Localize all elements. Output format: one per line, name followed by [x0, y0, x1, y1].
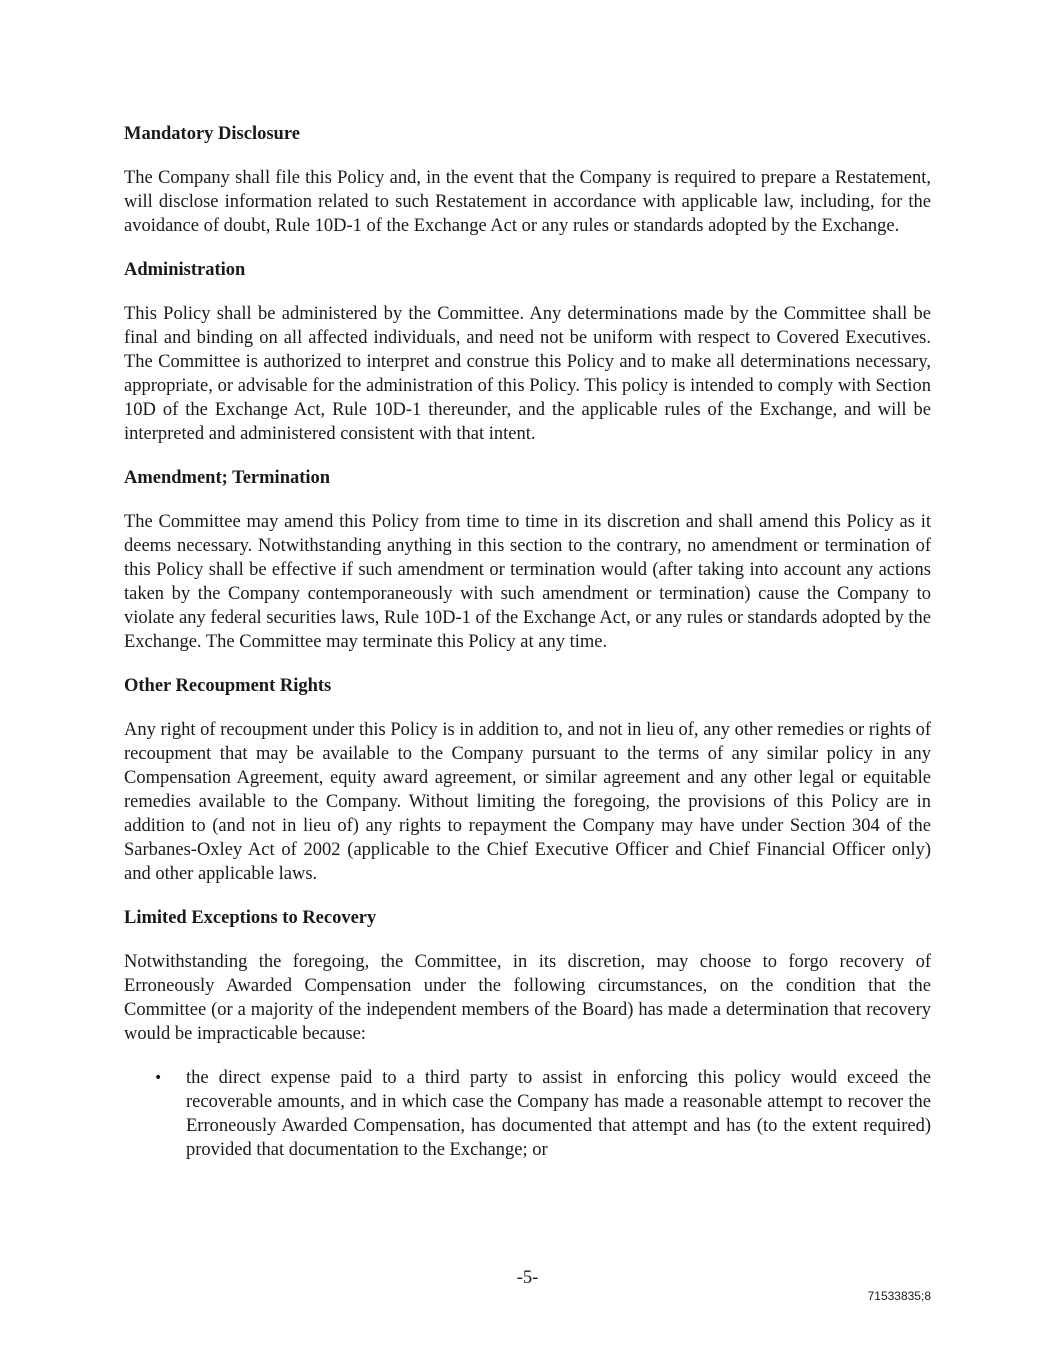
section-body-amendment-termination: The Committee may amend this Policy from time to time in its discretion and shall amend this Policy as it deems necessary. Notwithstanding anything in this section to the contrary, no amendment or termination of this Policy shall be effective if such amendment or termination would (after taking into account any actions taken by the Company contemporaneously with such amendment or termination) cause the Company to violate any federal securities laws, Rule 10D-1 of the Exchange Act, or any rules or standards adopted by the Exchange. The Committee may terminate this Policy at any time.: [124, 512, 931, 652]
page-number: -5-: [516, 1268, 539, 1288]
section-body-limited-exceptions: Notwithstanding the foregoing, the Committee, in its discretion, may choose to forgo recovery of Erroneously Awarded Compensation under the following circumstances, on the condition that the Committee (or a majority of the independent members of the Board) has made a determination that recovery would be impracticable because:: [124, 952, 931, 1044]
document-page: [124, 122, 931, 1162]
document-id: 71533835;8: [867, 1289, 931, 1303]
section-body-other-recoupment-rights: Any right of recoupment under this Policy is in addition to, and not in lieu of, any other remedies or rights of recoupment that may be available to the Company pursuant to the terms of any similar policy in any Compensation Agreement, equity award agreement, or similar agreement and any other legal or equitable remedies available to the Company. Without limiting the foregoing, the provisions of this Policy are in addition to (and not in lieu of) any rights to repayment the Company may have under Section 304 of the Sarbanes-Oxley Act of 2002 (applicable to the Chief Executive Officer and Chief Financial Officer only) and other applicable laws.: [124, 720, 931, 884]
exceptions-bullet-list: [124, 1066, 931, 1162]
section-body-administration: This Policy shall be administered by the Committee. Any determinations made by the Committee shall be final and binding on all affected individuals, and need not be uniform with respect to Covered Executives. The Committee is authorized to interpret and construe this Policy and to make all determinations necessary, appropriate, or advisable for the administration of this Policy. This policy is intended to comply with Section 10D of the Exchange Act, Rule 10D-1 thereunder, and the applicable rules of the Exchange, and will be interpreted and administered consistent with that intent.: [124, 304, 931, 444]
section-heading-mandatory-disclosure: Mandatory Disclosure: [124, 124, 300, 144]
section-heading-amendment-termination: Amendment; Termination: [124, 468, 331, 488]
list-item: [124, 1066, 931, 1162]
section-heading-administration: Administration: [124, 260, 246, 280]
bullet-icon: •: [154, 1070, 163, 1086]
section-heading-limited-exceptions: Limited Exceptions to Recovery: [124, 908, 377, 928]
list-item-text: the direct expense paid to a third party to assist in enforcing this policy would exceed the recoverable amounts, and in which case the Company has made a reasonable attempt to recover the Erroneously Awarded Compensation, has documented that attempt and has (to the extent required) provided that documentation to the Exchange; or: [186, 1068, 931, 1160]
section-heading-other-recoupment-rights: Other Recoupment Rights: [124, 676, 332, 696]
section-body-mandatory-disclosure: The Company shall file this Policy and, in the event that the Company is required to prepare a Restatement, will disclose information related to such Restatement in accordance with applicable law, including, for the avoidance of doubt, Rule 10D-1 of the Exchange Act or any rules or standards adopted by the Exchange.: [124, 168, 931, 236]
